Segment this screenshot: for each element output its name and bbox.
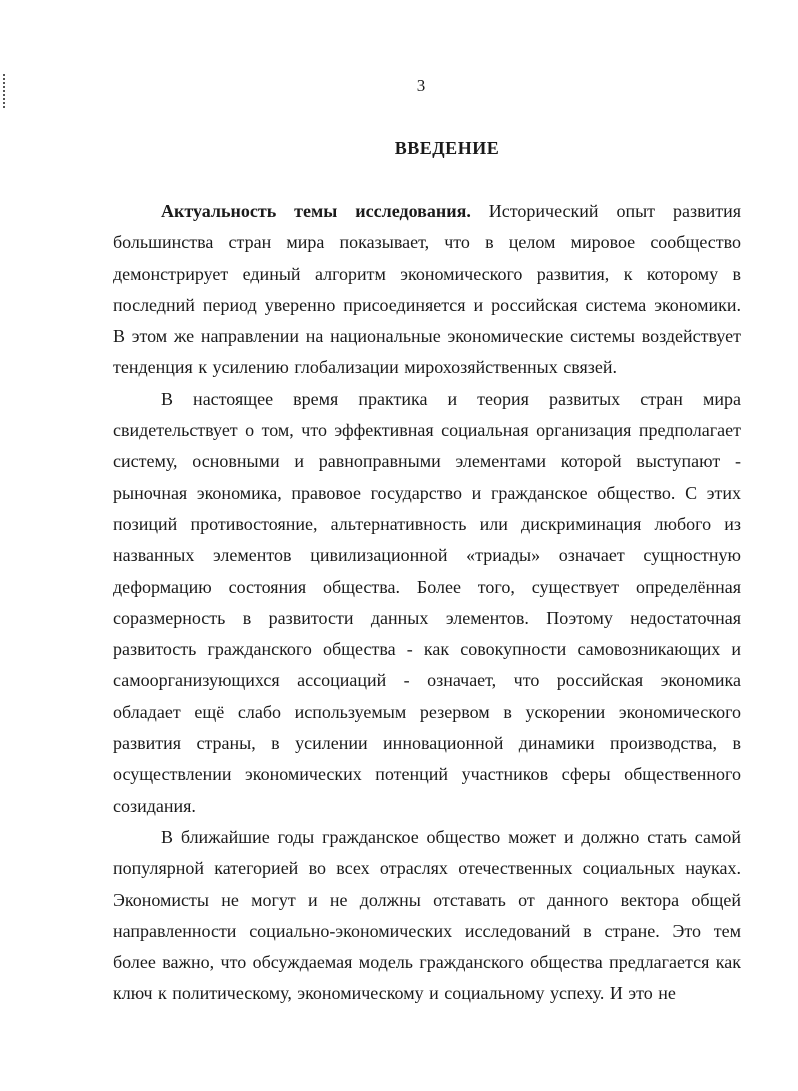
document-body bbox=[113, 196, 741, 1010]
paragraph-text: В настоящее время практика и теория развитых стран мира свидетельствует о том, что эффективная социальная организация предполагает систему, основными и равноправными элементами которой выступают - рыночная экономика, правовое государство и гражданское общество. С этих позиций противостояние, альтернативность или дискриминация любого из названных элементов цивилизационной «триады» означает сущностную деформацию состояния общества. Более того, существует определённая соразмерность в развитости данных элементов. Поэтому недостаточная развитость гражданского общества - как совокупности самовозникающих и самоорганизующихся ассоциаций - означает, что российская экономика обладает ещё слабо используемым резервом в ускорении экономического развития страны, в усилении инновационной динамики производства, в осуществлении экономических потенций участников сферы общественного созидания. bbox=[113, 388, 741, 816]
paragraph bbox=[113, 822, 741, 1010]
paragraph-text: В ближайшие годы гражданское общество может и должно стать самой популярной категорией во всех отраслях отечественных социальных науках. Экономисты не могут и не должны отставать от данного вектора общей направленности социально-экономических исследований в стране. Это тем более важно, что обсуждаемая модель гражданского общества предлагается как ключ к политическому, экономическому и социальному успеху. И это не bbox=[113, 826, 741, 1004]
paragraph bbox=[113, 384, 741, 822]
paragraph-text: Исторический опыт развития большинства стран мира показывает, что в целом мировое сообщество демонстрирует единый алгоритм экономического развития, к которому в последний период уверенно присоединяется и российская система экономики. В этом же направлении на национальные экономические системы воздействует тенденция к усилению глобализации мирохозяйственных связей. bbox=[113, 201, 742, 378]
scan-edge-marks bbox=[3, 74, 9, 108]
paragraph-lead: Актуальность темы исследования. bbox=[161, 201, 471, 221]
section-heading: ВВЕДЕНИЕ bbox=[394, 138, 500, 158]
paragraph bbox=[113, 196, 741, 384]
page-number: 3 bbox=[416, 76, 426, 95]
